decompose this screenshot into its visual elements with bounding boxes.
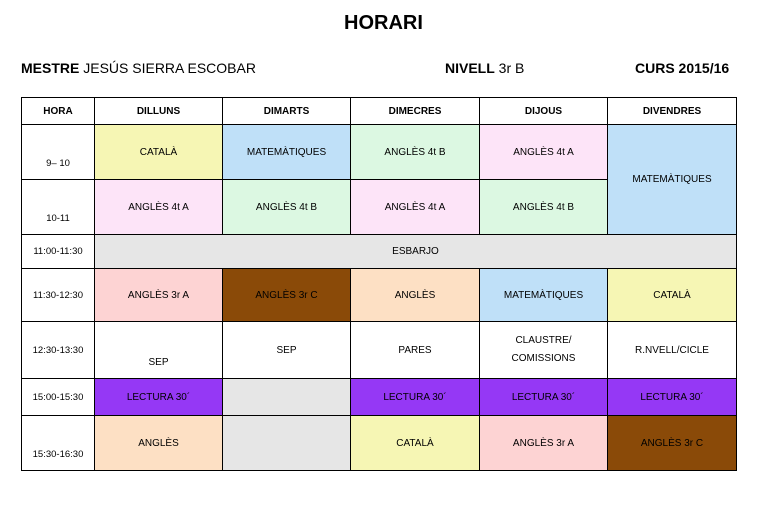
schedule-cell: R.NVELL/CICLE <box>608 322 737 379</box>
time-cell: 11:30-12:30 <box>22 269 95 322</box>
schedule-cell: LECTURA 30´ <box>608 379 737 416</box>
time-cell: 9– 10 <box>22 125 95 180</box>
schedule-cell: SEP <box>223 322 351 379</box>
schedule-cell: ANGLÈS 3r C <box>223 269 351 322</box>
table-row <box>22 235 737 269</box>
time-cell: 11:00-11:30 <box>22 235 95 269</box>
schedule-cell: ANGLÈS 4t A <box>480 125 608 180</box>
schedule-cell: LECTURA 30´ <box>95 379 223 416</box>
schedule-cell: CATALÀ <box>608 269 737 322</box>
time-cell: 10-11 <box>22 180 95 235</box>
schedule-cell: MATEMÀTIQUES <box>480 269 608 322</box>
schedule-cell: ANGLÈS 4t B <box>223 180 351 235</box>
schedule-cell: ANGLÈS 4t A <box>351 180 480 235</box>
teacher-label: MESTRE <box>21 60 80 76</box>
time-cell: 12:30-13:30 <box>22 322 95 379</box>
schedule-cell: CATALÀ <box>351 416 480 471</box>
schedule-cell: ANGLÈS 4t B <box>351 125 480 180</box>
schedule-cell: LECTURA 30´ <box>351 379 480 416</box>
level-label: NIVELL <box>445 60 495 76</box>
schedule-cell: LECTURA 30´ <box>480 379 608 416</box>
course-year: CURS 2015/16 <box>635 60 730 76</box>
level-info <box>445 60 524 76</box>
schedule-cell: ANGLÈS 4t B <box>480 180 608 235</box>
empty-cell <box>223 379 351 416</box>
teacher-info <box>21 60 256 76</box>
table-row <box>22 416 737 471</box>
schedule-cell: ANGLÈS 3r C <box>608 416 737 471</box>
teacher-name: JESÚS SIERRA ESCOBAR <box>83 60 256 76</box>
table-row <box>22 379 737 416</box>
column-header-dimecres: DIMECRES <box>351 98 480 125</box>
schedule-cell: ANGLÈS <box>351 269 480 322</box>
table-row <box>22 125 737 180</box>
column-header-divendres: DIVENDRES <box>608 98 737 125</box>
column-header-dimarts: DIMARTS <box>223 98 351 125</box>
column-header-dijous: DIJOUS <box>480 98 608 125</box>
schedule-cell: MATEMÀTIQUES <box>223 125 351 180</box>
time-cell: 15:00-15:30 <box>22 379 95 416</box>
schedule-cell: MATEMÀTIQUES <box>608 125 737 235</box>
schedule-cell: PARES <box>351 322 480 379</box>
column-header-dilluns: DILLUNS <box>95 98 223 125</box>
time-cell: 15:30-16:30 <box>22 416 95 471</box>
table-row <box>22 269 737 322</box>
schedule-cell: CATALÀ <box>95 125 223 180</box>
break-cell: ESBARJO <box>95 235 737 269</box>
level-value: 3r B <box>498 60 525 76</box>
empty-cell <box>223 416 351 471</box>
schedule-cell: ANGLÈS <box>95 416 223 471</box>
schedule-cell: SEP <box>95 322 223 379</box>
schedule-cell: CLAUSTRE/ COMISSIONS <box>480 322 608 379</box>
table-row <box>22 322 737 379</box>
schedule-cell: ANGLÈS 3r A <box>95 269 223 322</box>
page-title: HORARI <box>344 12 423 34</box>
column-header-hora: HORA <box>22 98 95 125</box>
schedule-cell: ANGLÈS 4t A <box>95 180 223 235</box>
schedule-cell: ANGLÈS 3r A <box>480 416 608 471</box>
header-row <box>22 98 737 125</box>
schedule-table <box>21 97 737 471</box>
